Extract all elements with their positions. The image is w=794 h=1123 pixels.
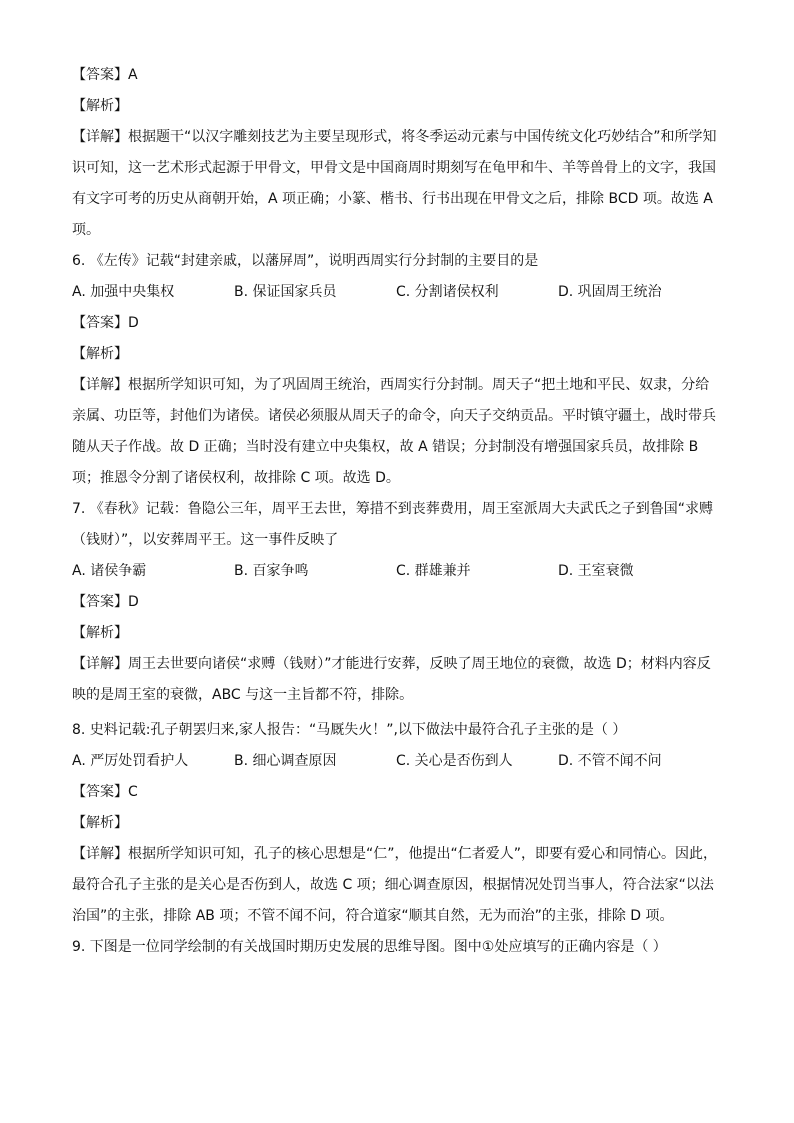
- q7-answer: 【答案】D: [72, 594, 139, 610]
- q5-detail-line: 识可知，这一艺术形式起源于甲骨文，甲骨文是中国商周时期刻写在龟甲和牛、羊等兽骨上的文字，我国: [72, 160, 716, 176]
- q8-option-c: C. 关心是否伤到人: [396, 753, 513, 769]
- q8-option-a: A. 严厉处罚看护人: [72, 753, 189, 769]
- q7-options: [72, 556, 722, 587]
- q6-option-c: C. 分割诸侯权利: [396, 284, 499, 300]
- q7-stem-line: 7. 《春秋》记载：鲁隐公三年，周平王去世，筹措不到丧葬费用，周王室派周大夫武氏之子到鲁国“求赙: [72, 501, 714, 517]
- q7-option-c: C. 群雄兼并: [396, 563, 471, 579]
- q5-detail-line: 有文字可考的历史从商朝开始，A 项正确；小篆、楷书、行书出现在甲骨文之后，排除 BCD 项。故选 A: [72, 191, 713, 207]
- q7-option-a: A. 诸侯争霸: [72, 563, 147, 579]
- q6-analysis-label: 【解析】: [72, 346, 128, 362]
- q6-options: [72, 277, 722, 308]
- q6-stem: 6. 《左传》记载“封建亲戚，以藩屏周”，说明西周实行分封制的主要目的是: [72, 253, 539, 269]
- q6-option-d: D. 巩固周王统治: [558, 284, 662, 300]
- q8-option-d: D. 不管不闻不问: [558, 753, 662, 769]
- q7-stem-line: （钱财）”，以安葬周平王。这一事件反映了: [72, 532, 339, 548]
- q7-option-b: B. 百家争鸣: [234, 563, 309, 579]
- q7-detail-line: 【详解】周王去世要向诸侯“求赙（钱财）”才能进行安葬，反映了周王地位的衰微，故选 D；材料内容反: [72, 656, 711, 672]
- q6-option-b: B. 保证国家兵员: [234, 284, 337, 300]
- q6-answer: 【答案】D: [72, 315, 139, 331]
- q8-detail-line: 最符合孔子主张的是关心是否伤到人，故选 C 项；细心调查原因，根据情况处罚当事人，符合法家“以法: [72, 877, 714, 893]
- q8-option-b: B. 细心调查原因: [234, 753, 337, 769]
- q8-detail-line: 【详解】根据所学知识可知，孔子的核心思想是“仁”，他提出“仁者爱人”，即要有爱心和同情心。因此，: [72, 846, 718, 862]
- q7-option-d: D. 王室衰微: [558, 563, 634, 579]
- q8-options: [72, 746, 722, 777]
- q8-analysis-label: 【解析】: [72, 815, 128, 831]
- q7-analysis-label: 【解析】: [72, 625, 128, 641]
- q8-answer: 【答案】C: [72, 784, 138, 800]
- document-page: [72, 60, 722, 963]
- q5-analysis-label: 【解析】: [72, 98, 128, 114]
- q6-detail-line: 随从天子作战。故 D 正确；当时没有建立中央集权，故 A 错误；分封制没有增强国家兵员，故排除 B: [72, 439, 699, 455]
- q5-detail-line: 【详解】根据题干“以汉字雕刻技艺为主要呈现形式，将冬季运动元素与中国传统文化巧妙结合”和所学知: [72, 129, 717, 145]
- q9-stem: 9. 下图是一位同学绘制的有关战国时期历史发展的思维导图。图中①处应填写的正确内容是（ ）: [72, 939, 667, 955]
- q8-stem: 8. 史料记载:孔子朝罢归来,家人报告：“马厩失火！”,以下做法中最符合孔子主张的是（ ）: [72, 722, 627, 738]
- q8-detail-line: 治国”的主张，排除 AB 项；不管不闻不问，符合道家“顺其自然，无为而治”的主张，排除 D 项。: [72, 908, 674, 924]
- q6-detail-line: 【详解】根据所学知识可知，为了巩固周王统治，西周实行分封制。周天子“把土地和平民、奴隶，分给: [72, 377, 710, 393]
- q5-detail-line: 项。: [72, 222, 100, 238]
- q6-option-a: A. 加强中央集权: [72, 284, 175, 300]
- q6-detail-line: 项；推恩令分割了诸侯权利，故排除 C 项。故选 D。: [72, 470, 400, 486]
- q5-answer: 【答案】A: [72, 67, 138, 83]
- q6-detail-line: 亲属、功臣等，封他们为诸侯。诸侯必须服从周天子的命令，向天子交纳贡品。平时镇守疆土，战时带兵: [72, 408, 716, 424]
- q7-detail-line: 映的是周王室的衰微，ABC 与这一主旨都不符，排除。: [72, 687, 414, 703]
